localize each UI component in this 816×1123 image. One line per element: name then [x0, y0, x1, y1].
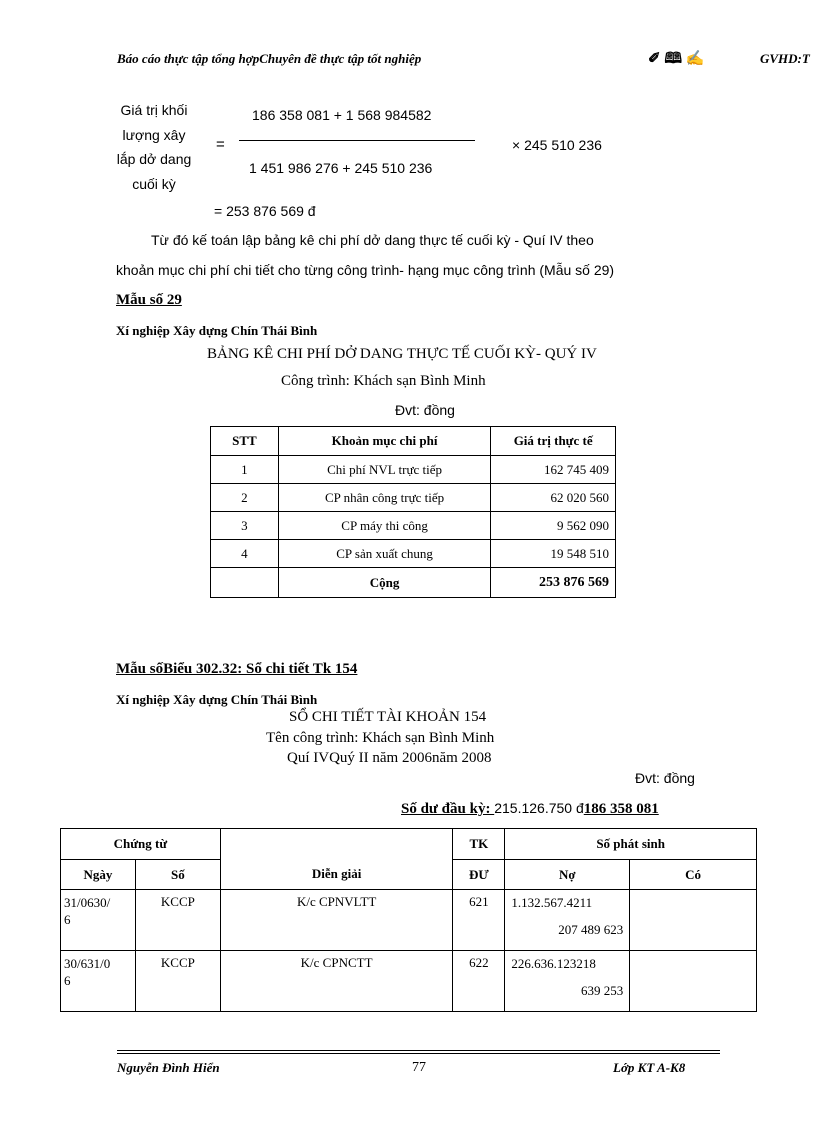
empty-cell	[211, 568, 279, 598]
date-line: 30/631/0	[64, 956, 111, 971]
debit-value-new: 639 253	[580, 983, 624, 998]
credit-cell	[630, 890, 757, 951]
table-row	[61, 951, 757, 1012]
footer-rule	[117, 1053, 720, 1054]
value-cell: 19 548 510	[491, 540, 616, 568]
column-header: STT	[211, 427, 279, 456]
arising-header: Số phát sinh	[505, 829, 757, 860]
stt-cell: 3	[211, 512, 279, 540]
header-advisor: GVHD:T	[760, 51, 810, 66]
account-header-top: TK	[453, 829, 505, 860]
formula-label-line: lượng xây	[122, 126, 186, 143]
opening-balance-label: Số dư đầu kỳ:	[401, 801, 495, 817]
ledger-label: Mẫu sốBiểu 302.32: Sổ chi tiết Tk 154	[116, 661, 358, 677]
date-cell	[61, 951, 136, 1012]
item-cell: CP sản xuất chung	[278, 540, 490, 568]
date-line: 6	[64, 973, 71, 988]
header-ornament: ✐ 🕮 ✍	[648, 51, 705, 67]
form29-project: Công trình: Khách sạn Bình Minh	[281, 373, 486, 389]
form29-company: Xí nghiệp Xây dựng Chín Thái Bình	[116, 323, 318, 338]
form29-title: BẢNG KÊ CHI PHÍ DỞ DANG THỰC TẾ CUỐI KỲ- QUÝ IV	[207, 346, 597, 362]
formula-label	[108, 98, 200, 196]
ledger-unit: Đvt: đồng	[635, 770, 695, 786]
formula-numerator: 186 358 081 + 1 568 984582	[252, 107, 432, 123]
number-header: Số	[135, 860, 220, 890]
total-row	[211, 568, 616, 598]
account-cell: 621	[453, 890, 505, 951]
value-cell: 62 020 560	[491, 484, 616, 512]
ledger-title: SỔ CHI TIẾT TÀI KHOẢN 154	[289, 709, 487, 725]
debit-cell	[505, 951, 630, 1012]
item-cell: CP máy thi công	[278, 512, 490, 540]
opening-balance-new: 186 358 081	[583, 801, 659, 817]
ledger-period: Quí IVQuý II năm 2006năm 2008	[287, 750, 492, 766]
formula-label-line: Giá trị khối	[120, 102, 188, 118]
formula-multiplier: × 245 510 236	[512, 137, 602, 153]
ledger-header-row	[61, 829, 757, 860]
formula-equals: =	[216, 136, 225, 153]
column-header: Giá trị thực tế	[491, 427, 616, 456]
column-header: Khoản mục chi phí	[278, 427, 490, 456]
table-row	[61, 890, 757, 951]
formula-label-line: cuối kỳ	[132, 175, 176, 192]
description-header: Diễn giải	[220, 829, 453, 890]
form29-unit: Đvt: đồng	[395, 402, 455, 418]
cost-table	[210, 426, 616, 598]
number-cell: KCCP	[135, 890, 220, 951]
ledger-table	[60, 828, 757, 1012]
total-label: Cộng	[278, 568, 490, 598]
footer-rule	[117, 1050, 720, 1051]
stt-cell: 4	[211, 540, 279, 568]
credit-cell	[630, 951, 757, 1012]
debit-value-old: 1.132.567.4211	[511, 895, 593, 910]
paragraph-line-2: khoản mục chi phí chi tiết cho từng công trình- hạng mục công trình (Mẫu số 29)	[116, 262, 615, 278]
ledger-company: Xí nghiệp Xây dựng Chín Thái Bình	[116, 692, 318, 707]
formula-denominator: 1 451 986 276 + 245 510 236	[249, 160, 433, 176]
value-cell: 162 745 409	[491, 456, 616, 484]
paragraph-line-1: Từ đó kế toán lập bảng kê chi phí dở dang thực tế cuối kỳ - Quí IV theo	[151, 232, 594, 248]
table-header-row	[211, 427, 616, 456]
ledger-project: Tên công trình: Khách sạn Bình Minh	[266, 730, 495, 746]
formula-label-line: lắp dở dang	[116, 151, 192, 167]
account-header-bottom: ĐƯ	[453, 860, 505, 890]
table-row	[211, 456, 616, 484]
voucher-header: Chứng từ	[61, 829, 221, 860]
table-row	[211, 484, 616, 512]
value-cell: 9 562 090	[491, 512, 616, 540]
description-cell: K/c CPNCTT	[220, 951, 453, 1012]
description-cell: K/c CPNVLTT	[220, 890, 453, 951]
opening-balance	[401, 800, 659, 818]
form29-label: Mẫu số 29	[116, 292, 182, 308]
page-number: 77	[412, 1060, 426, 1075]
total-value: 253 876 569	[491, 568, 616, 598]
item-cell: Chi phí NVL trực tiếp	[278, 456, 490, 484]
footer-class: Lớp KT A-K8	[613, 1060, 686, 1075]
table-row	[211, 512, 616, 540]
stt-cell: 2	[211, 484, 279, 512]
item-cell: CP nhân công trực tiếp	[278, 484, 490, 512]
debit-header: Nợ	[505, 860, 630, 890]
table-row	[211, 540, 616, 568]
debit-value-old: 226.636.123218	[511, 956, 596, 971]
opening-balance-old: 215.126.750 đ	[494, 800, 584, 816]
date-line: 6	[64, 912, 71, 927]
date-cell	[61, 890, 136, 951]
footer-author: Nguyễn Đình Hiển	[117, 1060, 220, 1075]
debit-cell	[505, 890, 630, 951]
number-cell: KCCP	[135, 951, 220, 1012]
header-title: Báo cáo thực tập tổng hợpChuyên đề thực tập tốt nghiệp	[117, 51, 422, 66]
formula-result: = 253 876 569 đ	[214, 203, 316, 219]
account-cell: 622	[453, 951, 505, 1012]
fraction-line	[239, 140, 475, 141]
credit-header: Có	[630, 860, 757, 890]
date-header: Ngày	[61, 860, 136, 890]
debit-value-new: 207 489 623	[558, 922, 624, 937]
date-line: 31/0630/	[64, 895, 111, 910]
stt-cell: 1	[211, 456, 279, 484]
